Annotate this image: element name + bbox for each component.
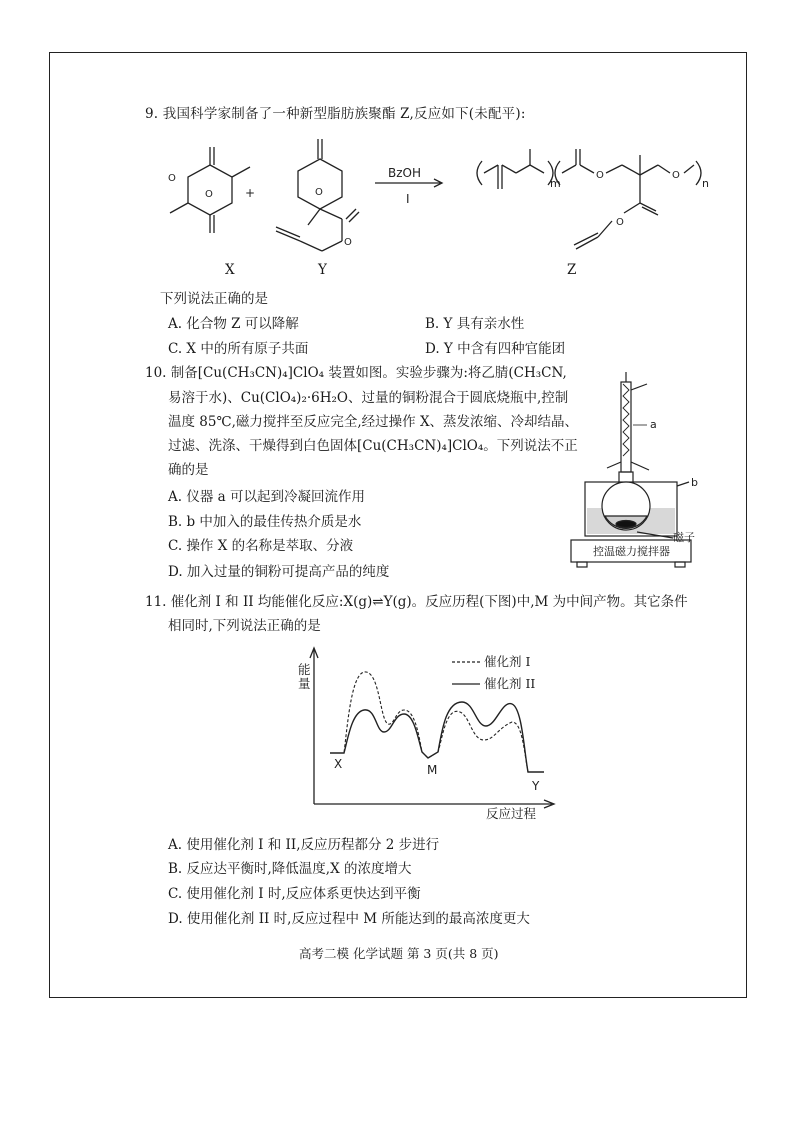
q11-option-b: B. 反应达平衡时,降低温度,X 的浓度增大 — [168, 861, 412, 877]
q11-option-d: D. 使用催化剂 II 时,反应过程中 M 所能达到的最高浓度更大 — [168, 911, 530, 927]
q11-line2: 相同时,下列说法正确的是 — [168, 618, 321, 634]
svg-text:O: O — [344, 237, 352, 248]
point-x: X — [334, 757, 343, 771]
q10-line4: 过滤、洗涤、干燥得到白色固体[Cu(CH₃CN)₄]ClO₄。下列说法不正 — [168, 438, 578, 454]
q9-option-b: B. Y 具有亲水性 — [425, 316, 525, 332]
svg-text:O: O — [672, 170, 680, 181]
label-b: b — [691, 476, 698, 489]
svg-text:O: O — [616, 217, 624, 228]
q11-line1: 11. 催化剂 I 和 II 均能催化反应:X(g)⇌Y(g)。反应历程(下图)中,M 为中间产物。其它条件 — [145, 594, 688, 610]
q10-option-c: C. 操作 X 的名称是萃取、分液 — [168, 538, 354, 554]
q9-reaction-scheme — [150, 125, 710, 280]
svg-text:O: O — [596, 170, 604, 181]
stirbar-label: 磁子 — [673, 531, 695, 544]
q10-line2: 易溶于水)、Cu(ClO₄)₂·6H₂O、过量的铜粉混合于圆底烧瓶中,控制 — [168, 390, 569, 406]
x-axis-label: 反应过程 — [486, 806, 537, 821]
plus-sign: + — [245, 186, 256, 200]
curve-catalyst-2 — [330, 702, 544, 772]
condenser-a — [621, 382, 631, 472]
label-y: Y — [318, 262, 327, 278]
reagent-bzoh: BzOH — [388, 166, 421, 180]
q9-option-a: A. 化合物 Z 可以降解 — [168, 316, 299, 332]
svg-text:O: O — [168, 173, 176, 184]
subscript-n: n — [702, 177, 709, 190]
svg-text:O: O — [205, 189, 213, 200]
stir-bar — [616, 521, 636, 528]
q9-option-d: D. Y 中含有四种官能团 — [425, 341, 566, 357]
molecule-z — [477, 149, 701, 249]
legend-cat1: 催化剂 I — [484, 654, 531, 669]
q10-line3: 温度 85℃,磁力搅拌至反应完全,经过操作 X、蒸发浓缩、冷却结晶、 — [168, 414, 579, 430]
page-footer: 高考二模 化学试题 第 3 页(共 8 页) — [299, 946, 499, 961]
legend-cat2: 催化剂 II — [484, 676, 536, 691]
y-axis-label: 能量 — [298, 662, 311, 691]
label-x: X — [225, 262, 235, 278]
point-y: Y — [532, 779, 540, 793]
q9-prompt: 下列说法正确的是 — [160, 291, 268, 307]
q11-option-a: A. 使用催化剂 I 和 II,反应历程都分 2 步进行 — [168, 837, 440, 853]
reagent-cat: I — [406, 192, 410, 206]
q10-option-b: B. b 中加入的最佳传热介质是水 — [168, 514, 362, 530]
q9-stem: 9. 我国科学家制备了一种新型脂肪族聚酯 Z,反应如下(未配平): — [145, 106, 526, 122]
point-m: M — [427, 763, 438, 777]
q10-line1: 10. 制备[Cu(CH₃CN)₄]ClO₄ 装置如图。实验步骤为:将乙腈(CH₃CN, — [145, 365, 567, 381]
stirrer-label: 控温磁力搅拌器 — [593, 545, 670, 558]
q10-option-d: D. 加入过量的铜粉可提高产品的纯度 — [168, 564, 390, 580]
subscript-m: m — [550, 177, 561, 190]
label-z: Z — [567, 262, 577, 278]
label-a: a — [650, 418, 657, 431]
q10-line5: 确的是 — [168, 462, 209, 478]
svg-text:O: O — [315, 187, 323, 198]
q9-option-c: C. X 中的所有原子共面 — [168, 341, 309, 357]
q11-option-c: C. 使用催化剂 I 时,反应体系更快达到平衡 — [168, 886, 421, 902]
q10-option-a: A. 仪器 a 可以起到冷凝回流作用 — [168, 489, 365, 505]
